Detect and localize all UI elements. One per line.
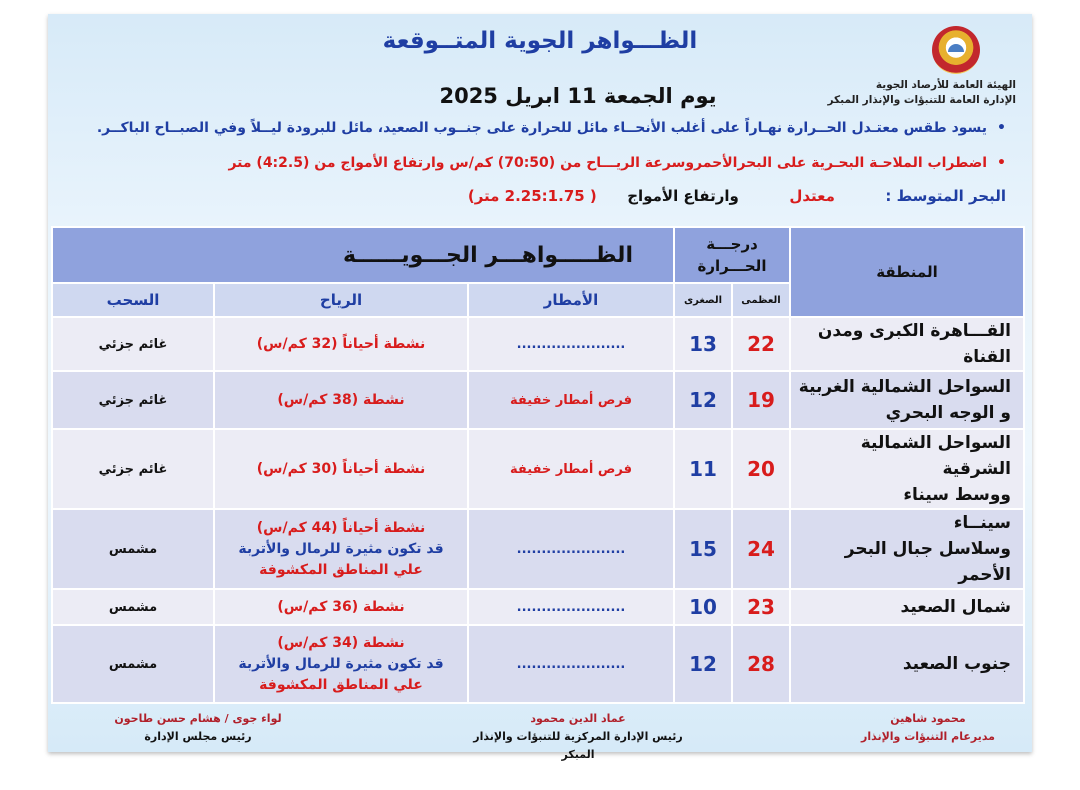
cloud-cell: مشمس	[52, 625, 214, 703]
rain-header: الأمطار	[468, 283, 674, 317]
forecast-date: يوم الجمعة 11 ابريل 2025	[439, 84, 717, 108]
bullet-2-text: اضطراب الملاحـة البحـرية على البحرالأحمروسرعة الريـــاح من (70:50) كم/س وارتفاع الأمواج من (4:2.5) متر	[228, 155, 988, 171]
cloud-cell: غائم جزئي	[52, 429, 214, 509]
rain-cell: فرص أمطار خفيفة	[468, 429, 674, 509]
bullet-1-text: يسود طقس معتـدل الحــرارة نهـاراً على أغلب الأنحــاء مائل للحرارة على جنــوب الصعيد، مائل للبرودة ليــلاً وفي الصبــاح الباكــر.	[96, 120, 988, 136]
max-temp-cell: 24	[732, 509, 790, 589]
waves-label: وارتفاع الأمواج	[627, 187, 739, 205]
region-cell: السواحل الشمالية الغربية و الوجه البحري	[790, 371, 1024, 429]
cloud-cell: مشمس	[52, 509, 214, 589]
temperature-header	[674, 227, 790, 283]
wind-cell: نشطة (38 كم/س)	[214, 371, 468, 429]
wind-cell: نشطة (36 كم/س)	[214, 589, 468, 625]
table-row	[52, 589, 1024, 625]
min-temp-cell: 13	[674, 317, 732, 371]
phenomena-header: الظـــــواهـــر الجـــويــــــة	[52, 227, 674, 283]
table-row	[52, 625, 1024, 703]
cloud-header: السحب	[52, 283, 214, 317]
table-row	[52, 371, 1024, 429]
org-line-1: الهيئة العامة للأرصاد الجوية	[875, 79, 1016, 91]
wind-cell: نشطة (34 كم/س) قد تكون مثيرة للرمال والأتربة علي المناطق المكشوفة	[214, 625, 468, 703]
region-header: المنطقة	[790, 227, 1024, 317]
cloud-cell: غائم جزئي	[52, 371, 214, 429]
min-temp-cell: 12	[674, 371, 732, 429]
min-temp-cell: 12	[674, 625, 732, 703]
temperature-header-line-2: الحـــرارة	[697, 257, 767, 275]
min-header: الصغرى	[674, 283, 732, 317]
signature-forecast-director: محمود شاهين مديرعام التنبؤات والإنذار	[861, 712, 995, 743]
forecast-bullet-2	[86, 155, 1006, 171]
ema-logo-icon	[932, 26, 980, 74]
table-row	[52, 429, 1024, 509]
rain-cell: فرص أمطار خفيفة	[468, 371, 674, 429]
region-cell: شمال الصعيد	[790, 589, 1024, 625]
region-cell: سينــاء وسلاسل جبال البحر الأحمر	[790, 509, 1024, 589]
wind-header: الرياح	[214, 283, 468, 317]
wind-cell: نشطة أحياناً (30 كم/س)	[214, 429, 468, 509]
rain-cell: ......................	[468, 625, 674, 703]
max-header: العظمى	[732, 283, 790, 317]
max-temp-cell: 23	[732, 589, 790, 625]
max-temp-cell: 20	[732, 429, 790, 509]
region-cell: جنوب الصعيد	[790, 625, 1024, 703]
organization-name	[818, 78, 1016, 108]
cloud-cell: مشمس	[52, 589, 214, 625]
sea-state: معتدل	[789, 187, 835, 205]
wind-cell: نشطة أحياناً (44 كم/س) قد تكون مثيرة للرمال والأتربة علي المناطق المكشوفة	[214, 509, 468, 589]
rain-cell: ......................	[468, 589, 674, 625]
rain-cell: ......................	[468, 509, 674, 589]
forecast-bullet-1	[86, 120, 1006, 136]
signature-central-director: عماد الدين محمود رئيس الإدارة المركزية للتنبؤات والإنذار المبكر	[473, 712, 683, 761]
region-cell: القـــاهرة الكبرى ومدن القناة	[790, 317, 1024, 371]
min-temp-cell: 10	[674, 589, 732, 625]
org-line-2: الإدارة العامة للتنبؤات والإنذار المبكر	[827, 94, 1016, 106]
wind-cell: نشطة أحياناً (32 كم/س)	[214, 317, 468, 371]
mediterranean-sea-line	[86, 187, 1006, 205]
table-row	[52, 317, 1024, 371]
page-title: الظـــواهر الجوية المتــوقعة	[382, 28, 698, 54]
max-temp-cell: 28	[732, 625, 790, 703]
signature-board-chairman: لواء جوى / هشام حسن طاحون رئيس مجلس الإدارة	[114, 712, 282, 743]
min-temp-cell: 11	[674, 429, 732, 509]
weather-table	[51, 226, 1025, 704]
max-temp-cell: 19	[732, 371, 790, 429]
sea-label: البحر المتوسط :	[885, 187, 1006, 205]
temperature-header-line-1: درجـــة	[706, 235, 758, 253]
min-temp-cell: 15	[674, 509, 732, 589]
bullet-dot-icon: •	[997, 120, 1006, 136]
waves-value: ( 2.25:1.75 متر)	[467, 187, 597, 205]
region-cell: السواحل الشمالية الشرقية ووسط سيناء	[790, 429, 1024, 509]
bullet-dot-icon: •	[997, 155, 1006, 171]
max-temp-cell: 22	[732, 317, 790, 371]
table-row	[52, 509, 1024, 589]
forecast-sheet	[48, 14, 1032, 761]
rain-cell: ......................	[468, 317, 674, 371]
cloud-cell: غائم جزئي	[52, 317, 214, 371]
